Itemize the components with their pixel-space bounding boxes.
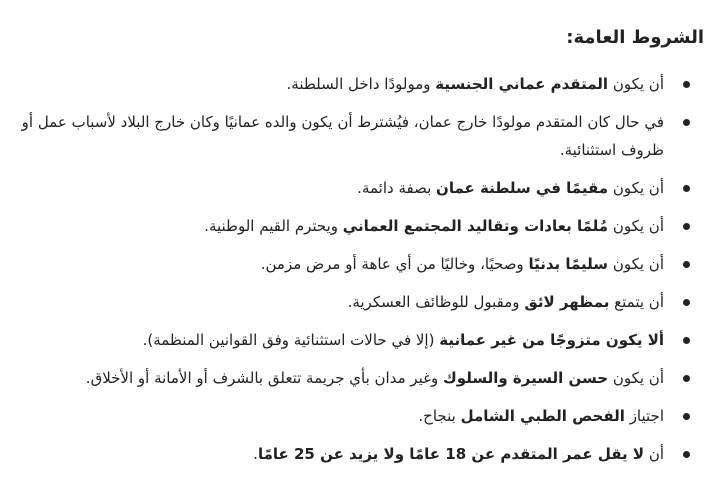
bold-text: حسن السيرة والسلوك	[443, 369, 609, 387]
item-text: أن يكون	[608, 179, 664, 197]
list-item	[20, 250, 708, 278]
list-item	[20, 108, 708, 164]
bullet-icon	[683, 81, 690, 88]
list-item	[20, 288, 708, 316]
bullet-icon	[683, 451, 690, 458]
bullet-icon	[683, 261, 690, 268]
item-text: أن يكون	[608, 369, 664, 387]
item-text: ويحترم القيم الوطنية.	[204, 217, 343, 235]
item-text: أن يكون	[608, 255, 664, 273]
item-text: .	[253, 445, 258, 463]
bullet-icon	[683, 337, 690, 344]
list-item	[20, 402, 708, 430]
bold-text: المتقدم عماني الجنسية	[435, 75, 609, 93]
list-item	[20, 174, 708, 202]
item-text: ومولودًا داخل السلطنة.	[286, 75, 436, 93]
list-item	[20, 70, 708, 98]
item-text: (إلا في حالات استثنائية وفق القوانين المنظمة).	[142, 331, 440, 349]
bullet-icon	[683, 375, 690, 382]
bold-text: الفحص الطبي الشامل	[460, 407, 625, 425]
list-item	[20, 212, 708, 240]
bold-text: مُلمًا بعادات وتقاليد المجتمع العماني	[342, 217, 609, 235]
list-item	[20, 326, 708, 354]
list-item	[20, 440, 708, 468]
bold-text: ألا يكون متزوجًا من غير عمانية	[439, 331, 664, 349]
bold-text: سليمًا بدنيًا	[528, 255, 609, 273]
section-heading: الشروط العامة:	[566, 27, 704, 48]
bullet-icon	[683, 185, 690, 192]
list-item	[20, 364, 708, 392]
item-text: وصحيًا، وخاليًا من أي عاهة أو مرض مزمن.	[260, 255, 529, 273]
conditions-list	[20, 70, 708, 468]
item-text: أن	[644, 445, 664, 463]
bullet-icon	[683, 299, 690, 306]
item-text: في حال كان المتقدم مولودًا خارج عمان، فيُشترط أن يكون والده عمانيًا وكان خارج البلاد لأسباب عمل أو ظروف استثنائية.	[21, 113, 664, 159]
item-text: أن يكون	[608, 75, 664, 93]
item-text: بصفة دائمة.	[357, 179, 437, 197]
item-text: وغير مدان بأي جريمة تتعلق بالشرف أو الأمانة أو الأخلاق.	[85, 369, 444, 387]
bold-text: مقيمًا في سلطنة عمان	[436, 179, 609, 197]
item-text: ومقبول للوظائف العسكرية.	[347, 293, 525, 311]
bullet-icon	[683, 413, 690, 420]
bold-text: بمظهر لائق	[524, 293, 610, 311]
item-text: اجتياز	[624, 407, 664, 425]
item-text: بنجاح.	[418, 407, 461, 425]
bullet-icon	[683, 223, 690, 230]
item-text: أن يتمتع	[609, 293, 664, 311]
item-text: أن يكون	[608, 217, 664, 235]
bullet-icon	[683, 119, 690, 126]
bold-text: لا يقل عمر المتقدم عن 18 عامًا ولا يزيد عن 25 عامًا	[257, 445, 645, 463]
